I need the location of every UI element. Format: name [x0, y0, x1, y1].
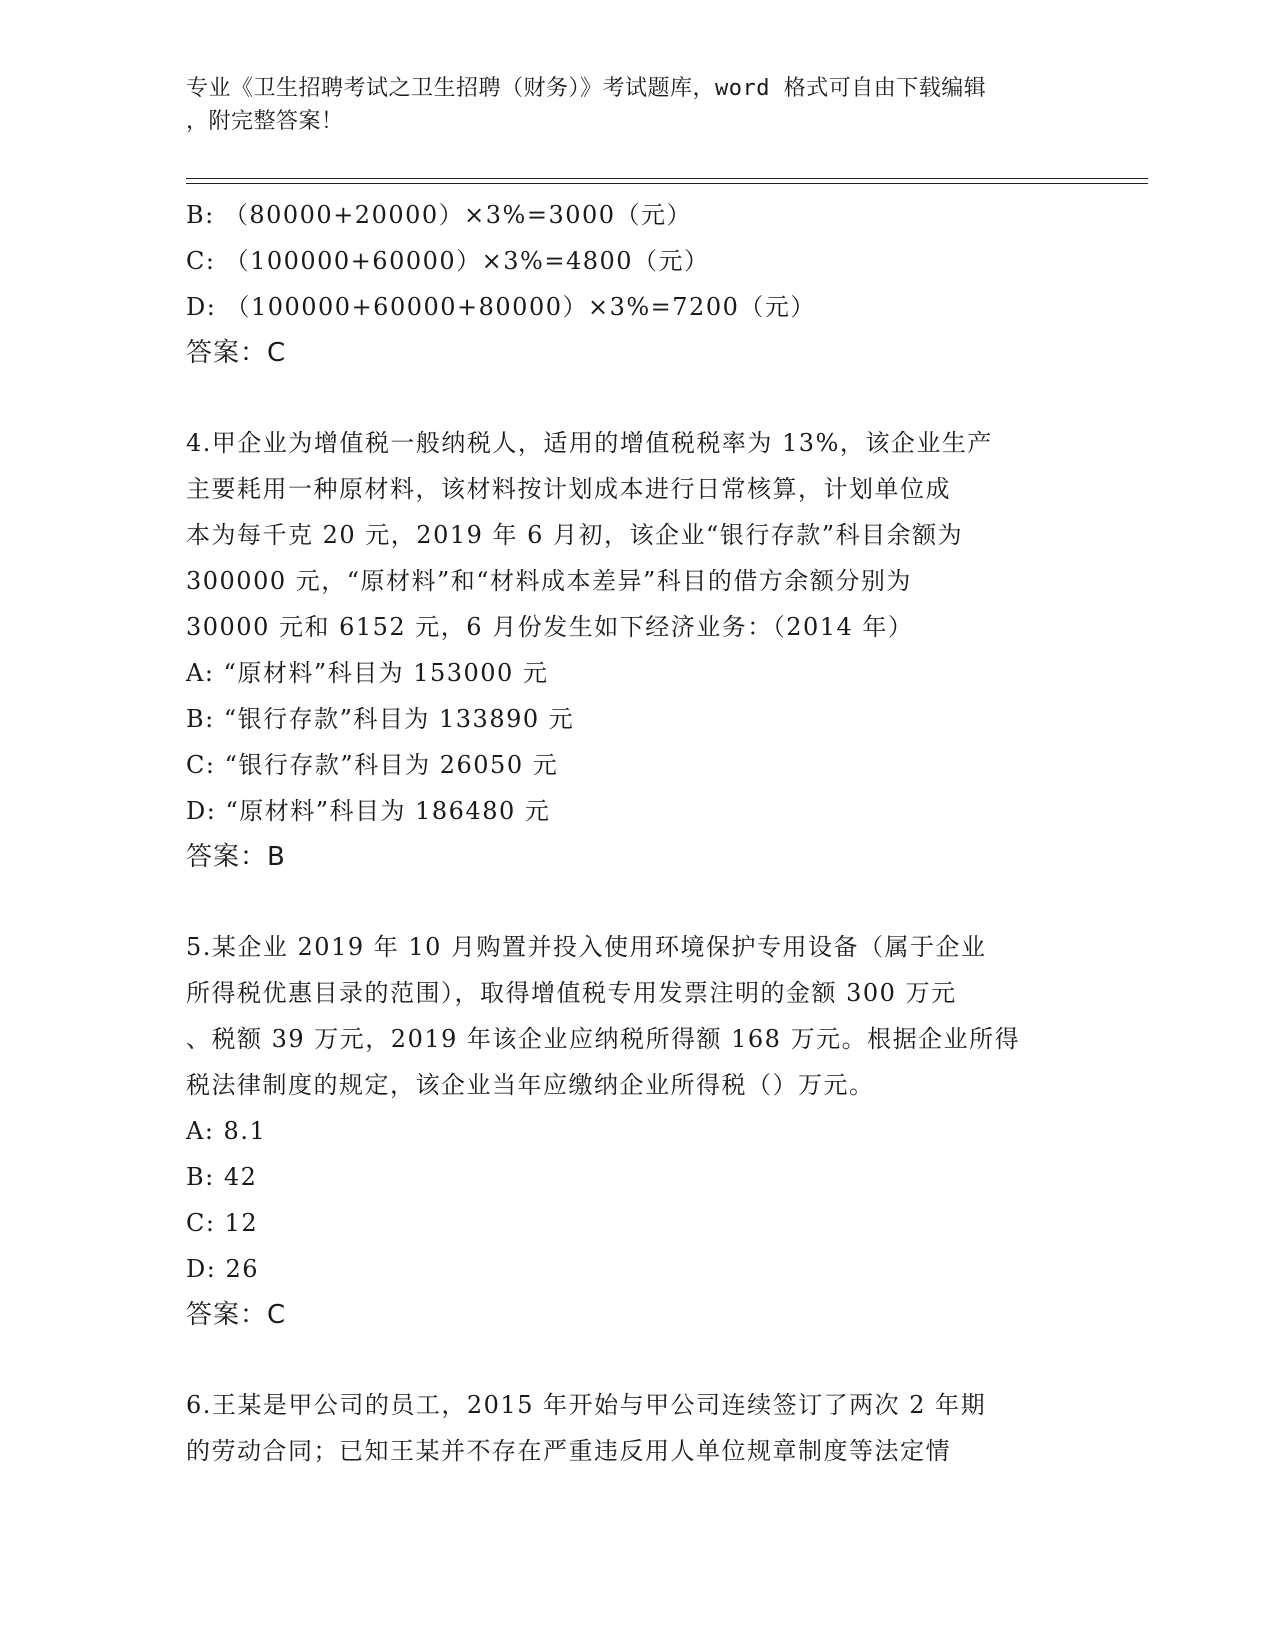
option-c: C: （100000+60000）×3%=4800（元） [186, 247, 710, 275]
question-text-line: 6.王某是甲公司的员工，2015 年开始与甲公司连续签订了两次 2 年期 [186, 1391, 987, 1419]
option-d: D: （100000+60000+80000）×3%=7200（元） [186, 293, 816, 321]
question-text-line: 、税额 39 万元，2019 年该企业应纳税所得额 168 万元。根据企业所得 [186, 1025, 1021, 1053]
question-text-line: 300000 元，“原材料”和“材料成本差异”科目的借方余额分别为 [186, 567, 912, 595]
option-b: B: “银行存款”科目为 133890 元 [186, 705, 575, 733]
document-header [186, 72, 1086, 138]
question-text-line: 5.某企业 2019 年 10 月购置并投入使用环境保护专用设备（属于企业 [186, 933, 987, 961]
option-b: B: （80000+20000）×3%=3000（元） [186, 201, 693, 229]
question-text-line: 的劳动合同；已知王某并不存在严重违反用人单位规章制度等法定情 [186, 1437, 951, 1465]
spacer [186, 880, 1086, 924]
header-line-1: 专业《卫生招聘考试之卫生招聘（财务）》考试题库，word 格式可自由下载编辑 [186, 76, 987, 101]
question-text-line: 主要耗用一种原材料，该材料按计划成本进行日常核算，计划单位成 [186, 475, 951, 503]
question-text-line: 4.甲企业为增值税一般纳税人，适用的增值税税率为 13%，该企业生产 [186, 429, 993, 457]
question-3 [186, 192, 1086, 376]
option-b: B: 42 [186, 1163, 258, 1191]
option-a: A: “原材料”科目为 153000 元 [186, 659, 549, 687]
option-d: D: “原材料”科目为 186480 元 [186, 797, 551, 825]
question-5 [186, 924, 1086, 1338]
answer: 答案：C [186, 338, 287, 368]
option-a: A: 8.1 [186, 1117, 267, 1145]
answer: 答案：B [186, 842, 286, 872]
option-c: C: 12 [186, 1209, 259, 1237]
spacer [186, 1338, 1086, 1382]
question-6 [186, 1382, 1086, 1474]
document-body [186, 192, 1086, 1474]
question-text-line: 所得税优惠目录的范围），取得增值税专用发票注明的金额 300 万元 [186, 979, 957, 1007]
option-c: C: “银行存款”科目为 26050 元 [186, 751, 559, 779]
header-divider-bottom [186, 183, 1148, 184]
option-d: D: 26 [186, 1255, 259, 1283]
question-text-line: 30000 元和 6152 元，6 月份发生如下经济业务：（2014 年） [186, 613, 914, 641]
question-text-line: 税法律制度的规定，该企业当年应缴纳企业所得税（）万元。 [186, 1071, 875, 1099]
question-text-line: 本为每千克 20 元，2019 年 6 月初，该企业“银行存款”科目余额为 [186, 521, 964, 549]
answer: 答案：C [186, 1300, 287, 1330]
header-line-2: ，附完整答案！ [186, 109, 344, 134]
question-4 [186, 420, 1086, 880]
header-divider-top [186, 178, 1148, 179]
spacer [186, 376, 1086, 420]
